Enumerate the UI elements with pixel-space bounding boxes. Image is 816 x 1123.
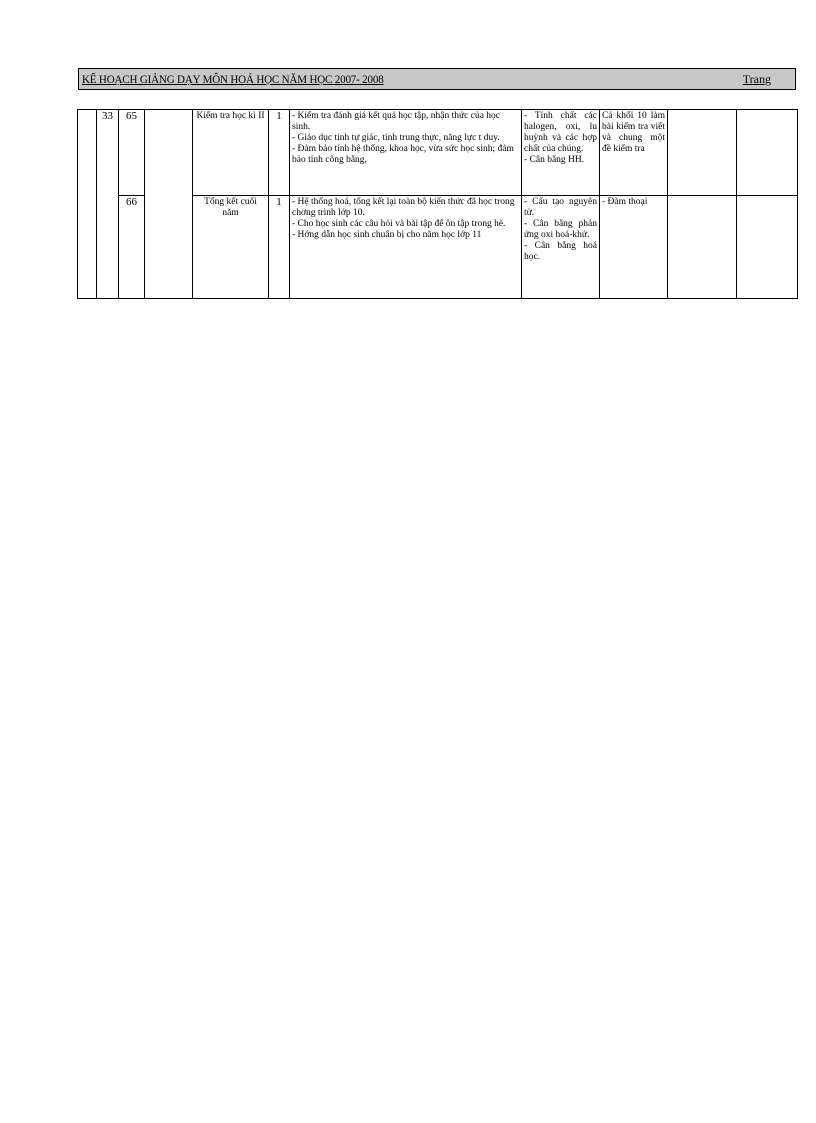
focus-line: - Cân bằng phản ứng oxi hoá-khử. — [524, 219, 597, 240]
blank-cell — [737, 110, 798, 196]
period-count: 1 — [269, 110, 290, 196]
focus-line: - Tính chất các halogen, oxi, lu huỳnh và các hợp chất của chúng. — [524, 111, 597, 154]
week-number: 33 — [97, 110, 119, 299]
blank-cell — [145, 110, 193, 299]
lesson-topic: Kiểm tra học kì II — [193, 110, 269, 196]
key-content — [522, 110, 600, 196]
lesson-number: 65 — [119, 110, 145, 196]
goal-line: - Cho học sinh các câu hỏi và bài tập để ôn tập trong hè. — [292, 219, 506, 229]
blank-cell — [668, 196, 737, 299]
goal-line: - Hệ thống hoá, tổng kết lại toàn bộ kiến thức đã học trong chơng trình lớp 10. — [292, 197, 515, 218]
teaching-method — [600, 110, 668, 196]
period-count: 1 — [269, 196, 290, 299]
lesson-plan-table — [77, 109, 798, 299]
lesson-goals — [290, 196, 522, 299]
teaching-method — [600, 196, 668, 299]
document-title: KẾ HOẠCH GIẢNG DẠY MÔN HOÁ HỌC NĂM HỌC 2007- 2008 — [82, 72, 384, 86]
goal-line: - Kiểm tra đánh giá kết quả học tập, nhận thức của học sinh. — [292, 111, 501, 132]
table-row — [78, 110, 798, 196]
method-line: Cả khối 10 làm bài kiểm tra viết và chung một đề kiểm tra — [602, 111, 665, 154]
focus-line: - Cân bằng HH. — [524, 155, 585, 165]
method-line: - Đàm thoại — [602, 197, 648, 207]
blank-cell — [78, 110, 97, 299]
key-content — [522, 196, 600, 299]
focus-line: - Cân bằng hoá học. — [524, 241, 597, 262]
focus-line: - Cấu tạo nguyên tử. — [524, 197, 597, 218]
blank-cell — [668, 110, 737, 196]
blank-cell — [737, 196, 798, 299]
page-label: Trang — [742, 72, 771, 86]
goal-line: - Giáo dục tính tự giác, tính trung thực, năng lực t duy. — [292, 133, 500, 143]
goal-line: - Hớng dẫn học sinh chuẩn bị cho năm học lớp 11 — [292, 230, 482, 240]
lesson-goals — [290, 110, 522, 196]
lesson-number: 66 — [119, 196, 145, 299]
page-header — [78, 68, 796, 90]
goal-line: - Đảm bảo tính hệ thống, khoa học, vừa sức học sinh; đảm bảo tính công bằng, — [292, 144, 514, 165]
lesson-topic: Tổng kết cuối năm — [193, 196, 269, 299]
